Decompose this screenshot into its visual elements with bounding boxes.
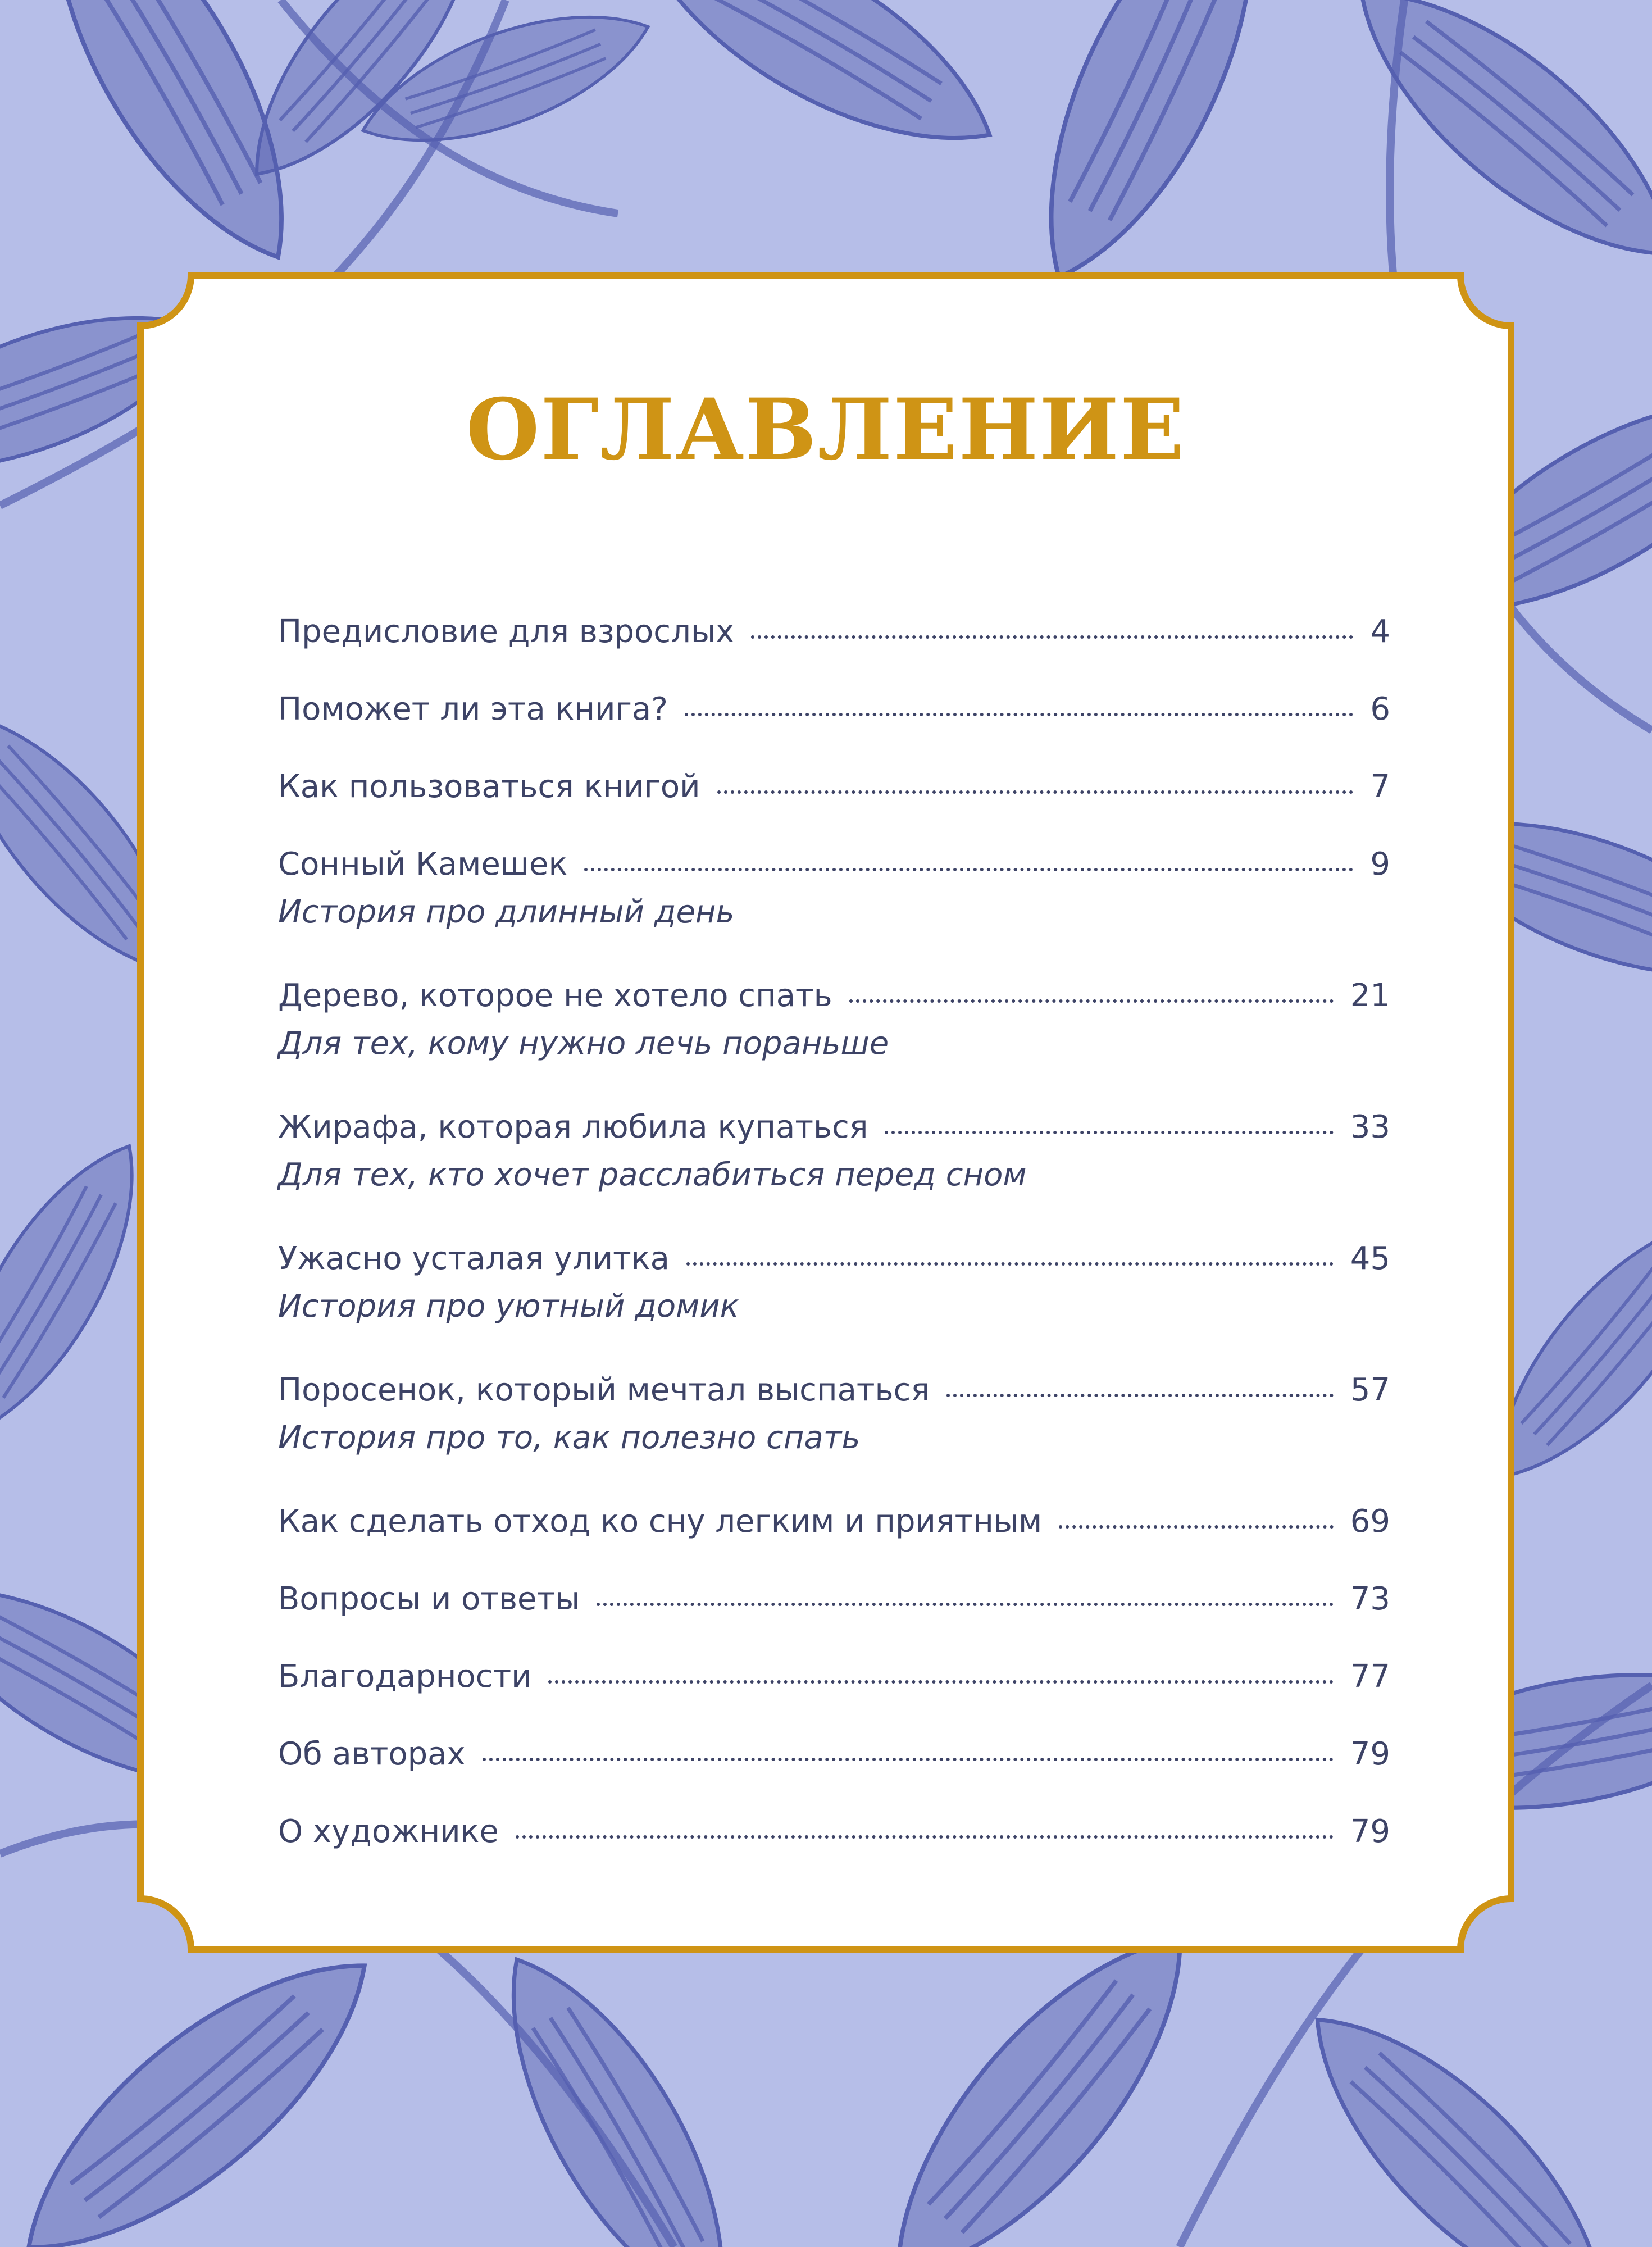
- toc-entry-page-number: 57: [1350, 1372, 1390, 1408]
- toc-entry-line: [278, 762, 1390, 812]
- dot-leader: [849, 999, 1334, 1003]
- dot-leader: [885, 1131, 1333, 1134]
- toc-entry-line: [278, 1102, 1390, 1153]
- toc-entry-page-number: 9: [1370, 846, 1390, 883]
- toc-entry-title: Вопросы и ответы: [278, 1581, 580, 1617]
- toc-entry[interactable]: [278, 1102, 1390, 1198]
- dot-leader: [483, 1758, 1334, 1761]
- toc-entry-line: [278, 684, 1390, 735]
- toc-panel: [191, 281, 1460, 1955]
- dot-leader: [548, 1680, 1333, 1684]
- toc-entry-line: [278, 1807, 1390, 1857]
- dot-leader: [584, 868, 1353, 871]
- dot-leader: [1059, 1525, 1333, 1529]
- toc-entry[interactable]: [278, 1365, 1390, 1461]
- toc-entry-line: [278, 607, 1390, 657]
- toc-entry-page-number: 73: [1350, 1581, 1390, 1617]
- toc-list: [278, 607, 1390, 1884]
- toc-entry[interactable]: [278, 1807, 1390, 1857]
- toc-entry[interactable]: [278, 839, 1390, 935]
- toc-entry-title: Ужасно усталая улитка: [278, 1240, 670, 1277]
- toc-entry-page-number: 79: [1350, 1813, 1390, 1850]
- toc-entry[interactable]: [278, 1574, 1390, 1625]
- dot-leader: [516, 1835, 1334, 1839]
- toc-entry-title: Дерево, которое не хотело спать: [278, 977, 832, 1014]
- toc-entry-page-number: 4: [1370, 613, 1390, 650]
- toc-entry-page-number: 33: [1350, 1109, 1390, 1145]
- page-title: ОГЛАВЛЕНИЕ: [466, 380, 1186, 479]
- toc-entry-line: [278, 971, 1390, 1021]
- dot-leader: [597, 1603, 1333, 1606]
- toc-entry-subtitle: Для тех, кому нужно лечь пораньше: [278, 1025, 889, 1062]
- toc-entry-line: [278, 1652, 1390, 1702]
- toc-entry-title: Жирафа, которая любила купаться: [278, 1109, 868, 1145]
- toc-entry[interactable]: [278, 684, 1390, 735]
- dot-leader: [685, 713, 1353, 716]
- toc-entry-title: Поможет ли эта книга?: [278, 691, 668, 727]
- toc-entry-page-number: 79: [1350, 1736, 1390, 1772]
- toc-entry-subtitle: История про длинный день: [278, 894, 735, 930]
- toc-entry[interactable]: [278, 1497, 1390, 1547]
- toc-entry-title: Предисловие для взрослых: [278, 613, 735, 650]
- toc-entry-title: О художнике: [278, 1813, 499, 1850]
- dot-leader: [686, 1262, 1334, 1266]
- toc-entry-page-number: 45: [1350, 1240, 1390, 1277]
- toc-entry-subtitle: История про то, как полезно спать: [278, 1420, 861, 1456]
- toc-entry-line: [278, 1234, 1390, 1284]
- toc-entry-title: Как пользоваться книгой: [278, 768, 700, 805]
- toc-entry[interactable]: [278, 1652, 1390, 1702]
- toc-entry-line: [278, 839, 1390, 890]
- toc-entry-page-number: 6: [1370, 691, 1390, 727]
- dot-leader: [717, 790, 1354, 794]
- toc-entry-title: Сонный Камешек: [278, 846, 568, 883]
- toc-entry-title: Благодарности: [278, 1658, 532, 1695]
- toc-entry[interactable]: [278, 762, 1390, 812]
- toc-entry-subtitle: Для тех, кто хочет расслабиться перед сном: [278, 1157, 1027, 1193]
- toc-entry-page-number: 77: [1350, 1658, 1390, 1695]
- toc-entry-line: [278, 1497, 1390, 1547]
- toc-entry[interactable]: [278, 1729, 1390, 1780]
- toc-entry[interactable]: [278, 607, 1390, 657]
- toc-entry-title: Как сделать отход ко сну легким и приятным: [278, 1503, 1043, 1540]
- dot-leader: [946, 1394, 1334, 1397]
- toc-entry-page-number: 21: [1350, 977, 1390, 1014]
- toc-entry[interactable]: [278, 1234, 1390, 1329]
- toc-entry-subtitle: История про уютный домик: [278, 1288, 739, 1325]
- toc-entry-line: [278, 1574, 1390, 1625]
- toc-entry-title: Поросенок, который мечтал выспаться: [278, 1372, 930, 1408]
- toc-entry-title: Об авторах: [278, 1736, 466, 1772]
- toc-entry[interactable]: [278, 971, 1390, 1066]
- toc-entry-line: [278, 1365, 1390, 1416]
- toc-entry-page-number: 7: [1370, 768, 1390, 805]
- dot-leader: [751, 635, 1353, 639]
- toc-entry-line: [278, 1729, 1390, 1780]
- toc-entry-page-number: 69: [1350, 1503, 1390, 1540]
